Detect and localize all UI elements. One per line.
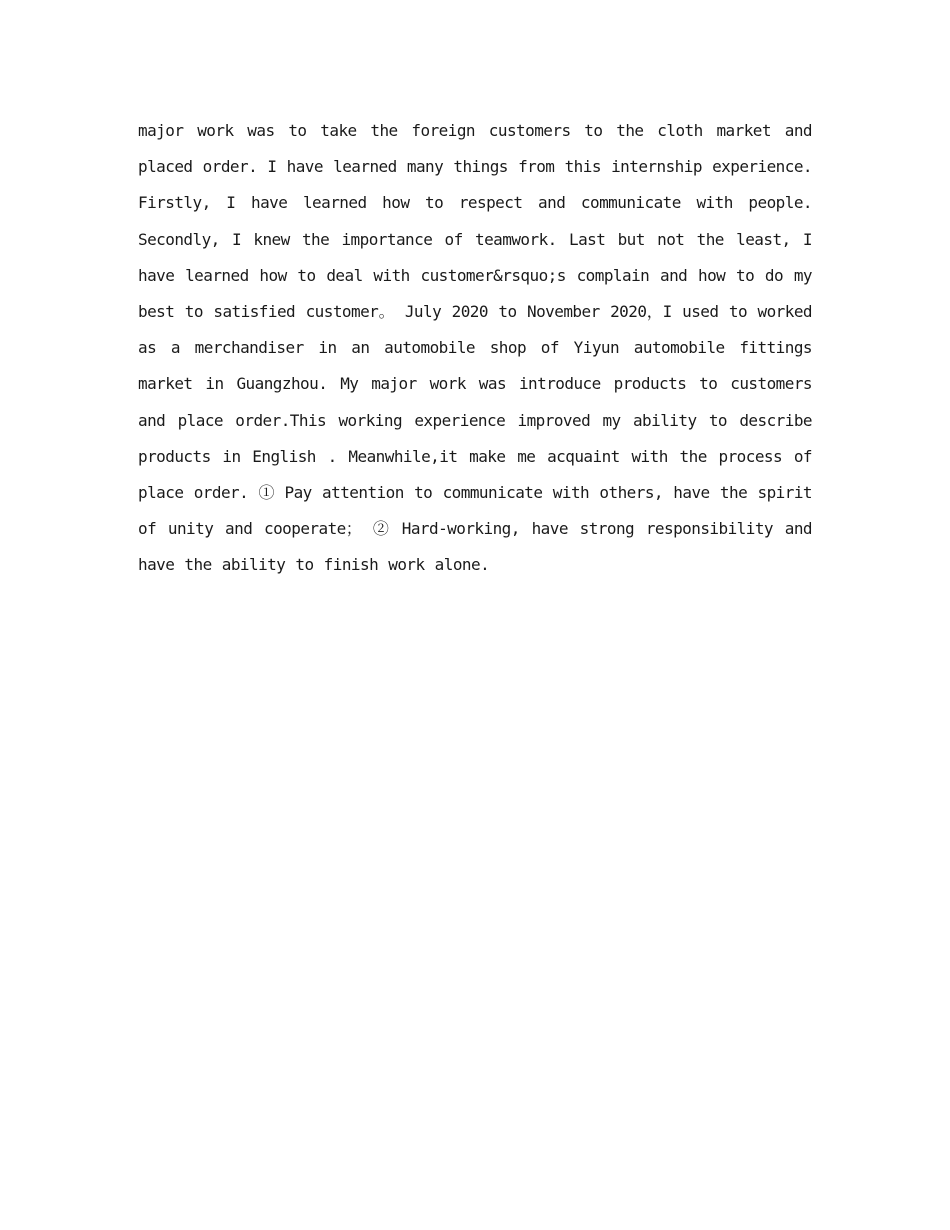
body-paragraph: major work was to take the foreign customers to the cloth market and placed order. I have learned many things from this internship experience. Firstly, I have learned how to respect and communicate with people. Secondly, I knew the importance of teamwork. Last but not the least, I have learned how to deal with customer&rsquo;s complain and how to do my best to satisfied customer。 July 2020 to November 2020，I used to worked as a merchandiser in an automobile shop of Yiyun automobile fittings market in Guangzhou. My major work was introduce products to customers and place order.This working experience improved my ability to describe products in English . Meanwhile,it make me acquaint with the process of place order. ① Pay attention to communicate with others, have the spirit of unity and cooperate； ② Hard-working, have strong responsibility and have the ability to finish work alone.: [138, 121, 812, 575]
document-body: [138, 113, 812, 584]
